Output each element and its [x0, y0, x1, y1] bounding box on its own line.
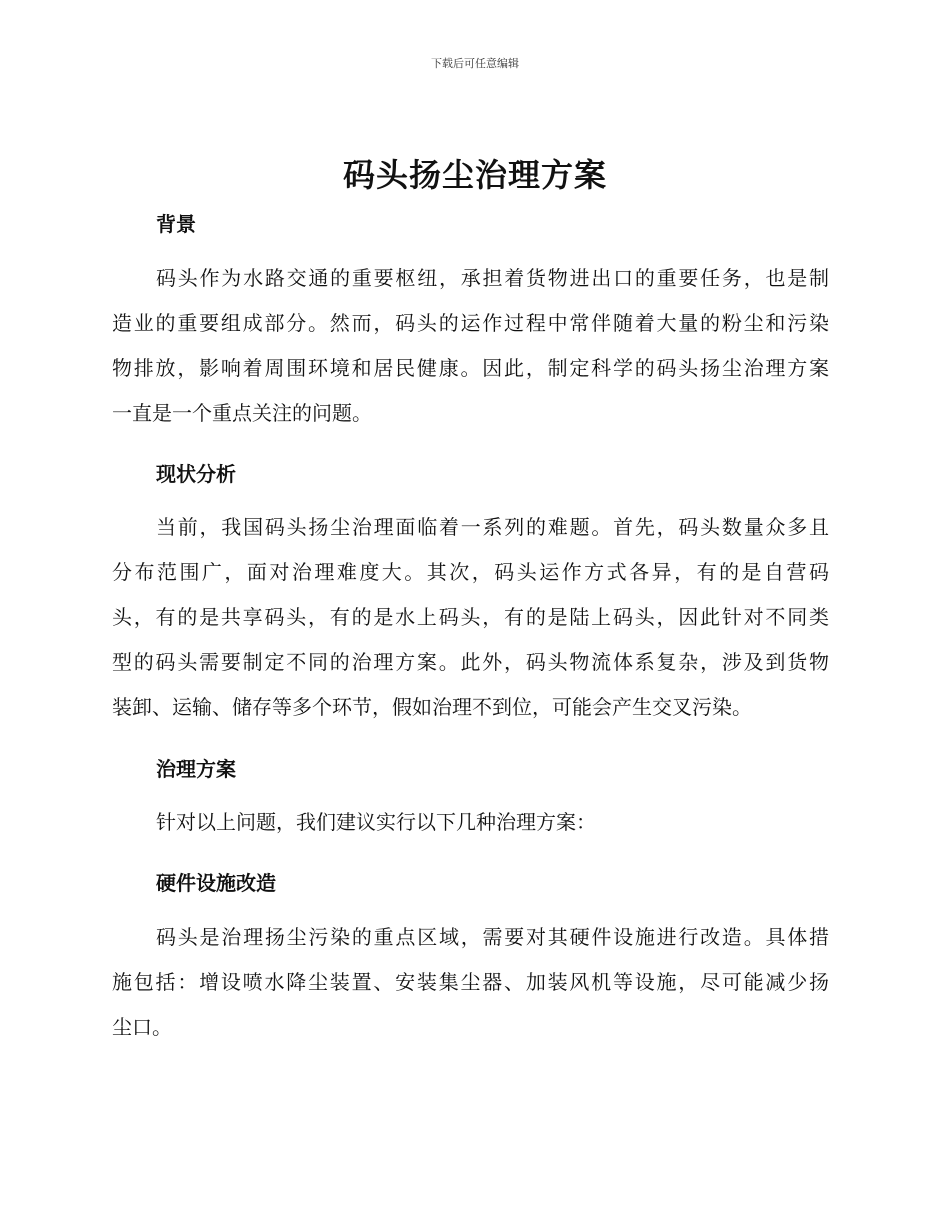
paragraph-line: 头，有的是共享码头，有的是水上码头，有的是陆上码头，因此针对不同类 [112, 605, 829, 629]
paragraph-line: 当前，我国码头扬尘治理面临着一系列的难题。首先，码头数量众多且 [156, 515, 829, 539]
paragraph-background [112, 256, 829, 436]
paragraph-hardware [112, 915, 829, 1050]
paragraph-line: 施包括：增设喷水降尘装置、安装集尘器、加装风机等设施，尽可能减少扬 [112, 970, 829, 994]
paragraph-line: 分布范围广，面对治理难度大。其次，码头运作方式各异，有的是自营码 [112, 560, 829, 584]
paragraph-plan [112, 800, 829, 845]
section-heading-status: 现状分析 [156, 462, 236, 486]
paragraph-line: 型的码头需要制定不同的治理方案。此外，码头物流体系复杂，涉及到货物 [112, 650, 829, 674]
section-heading-hardware: 硬件设施改造 [156, 871, 276, 895]
paragraph-line: 码头是治理扬尘污染的重点区域，需要对其硬件设施进行改造。具体措 [156, 925, 829, 949]
paragraph-status [112, 505, 829, 730]
paragraph-line: 一直是一个重点关注的问题。 [112, 401, 372, 425]
paragraph-line: 码头作为水路交通的重要枢纽，承担着货物进出口的重要任务，也是制 [156, 266, 829, 290]
paragraph-line: 造业的重要组成部分。然而，码头的运作过程中常伴随着大量的粉尘和污染 [112, 311, 829, 335]
section-heading-plan: 治理方案 [156, 757, 236, 781]
header-note: 下载后可任意编辑 [431, 57, 519, 70]
paragraph-line: 装卸、运输、储存等多个环节，假如治理不到位，可能会产生交叉污染。 [112, 695, 752, 719]
paragraph-line: 针对以上问题，我们建议实行以下几种治理方案： [156, 810, 596, 834]
document-title: 码头扬尘治理方案 [342, 156, 607, 194]
section-heading-background: 背景 [156, 212, 196, 236]
paragraph-line: 物排放，影响着周围环境和居民健康。因此，制定科学的码头扬尘治理方案 [112, 356, 829, 380]
paragraph-line: 尘口。 [112, 1015, 172, 1039]
